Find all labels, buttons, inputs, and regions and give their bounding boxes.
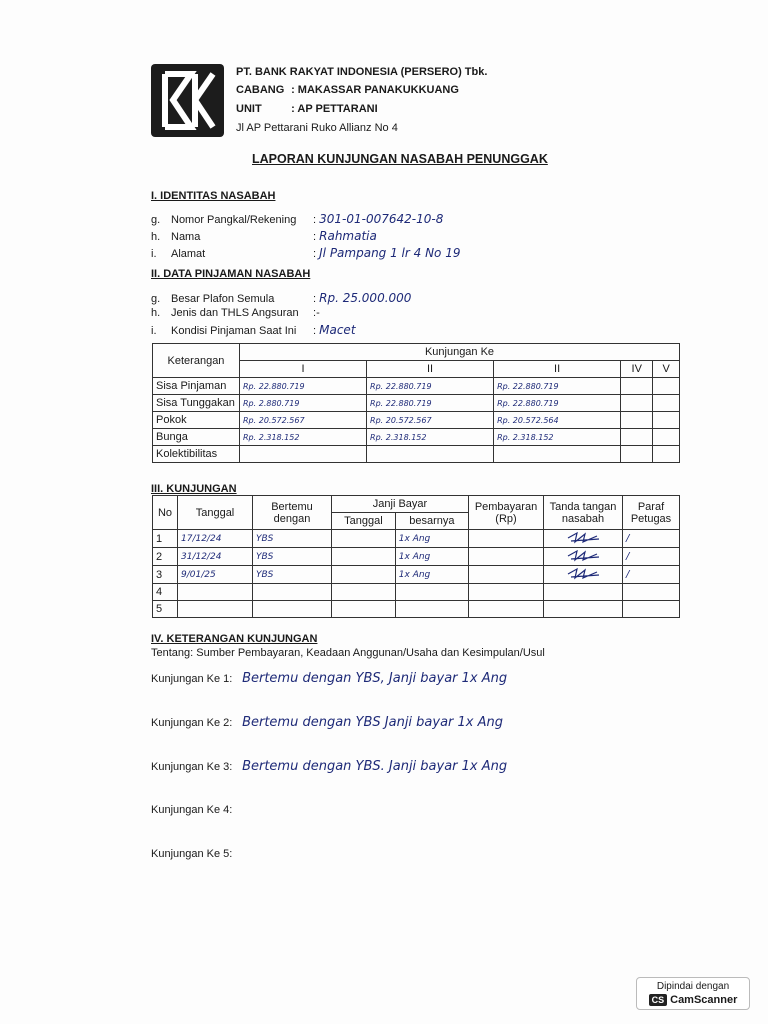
visit-col: II <box>494 361 621 378</box>
signature-cell <box>544 566 623 584</box>
visit-label: Kunjungan Ke 2: <box>151 717 233 729</box>
row-letter: i. <box>151 325 157 337</box>
visit-col: II <box>367 361 494 378</box>
table-cell <box>653 429 680 446</box>
table-cell <box>621 412 653 429</box>
page-title: LAPORAN KUNJUNGAN NASABAH PENUNGGAK <box>252 152 548 166</box>
table-row <box>153 530 680 548</box>
table-row <box>153 548 680 566</box>
row-label: Besar Plafon Semula <box>171 293 275 305</box>
handwritten-value: Macet <box>319 323 356 337</box>
row-bertemu <box>253 584 332 601</box>
table-row <box>153 566 680 584</box>
bri-logo <box>151 64 224 137</box>
row-besar: 1x Ang <box>395 548 468 566</box>
table-row <box>153 446 680 463</box>
visit-note <box>151 759 507 774</box>
table-cell <box>494 446 621 463</box>
row-label: Pokok <box>153 412 240 429</box>
signature-cell <box>544 530 623 548</box>
row-janji-tanggal <box>332 548 396 566</box>
row-bayar <box>469 601 544 618</box>
row-label: Kolektibilitas <box>153 446 240 463</box>
table-row <box>153 584 680 601</box>
signature-cell <box>544 548 623 566</box>
row-value: - <box>316 307 320 319</box>
kunjungan-table <box>152 495 680 618</box>
table-cell: Rp. 2.880.719 <box>240 395 367 412</box>
table-cell: Rp. 22.880.719 <box>367 378 494 395</box>
row-besar <box>395 584 468 601</box>
row-paraf <box>623 584 680 601</box>
col-janji: Janji Bayar <box>332 496 469 513</box>
row-bayar <box>469 584 544 601</box>
pinjaman-row: h. Jenis dan THLS Angsuran :- <box>151 307 320 319</box>
row-tanggal: 17/12/24 <box>178 530 253 548</box>
visit-col: IV <box>621 361 653 378</box>
row-label: Alamat <box>171 248 206 260</box>
camscanner-icon: CS <box>649 994 668 1006</box>
col-paraf: Paraf Petugas <box>623 496 680 530</box>
col-janji-tanggal: Tanggal <box>332 513 396 530</box>
identitas-row: h. Nama : Rahmatia <box>151 229 377 243</box>
bri-logo-mark <box>151 64 224 137</box>
table-cell <box>621 429 653 446</box>
row-bertemu <box>253 601 332 618</box>
row-besar: 1x Ang <box>395 566 468 584</box>
table-cell: Rp. 22.880.719 <box>367 395 494 412</box>
identitas-heading: I. IDENTITAS NASABAH <box>151 190 276 202</box>
row-label: Sisa Pinjaman <box>153 378 240 395</box>
pinjaman-row: i. Kondisi Pinjaman Saat Ini : Macet <box>151 323 356 337</box>
table-row <box>153 601 680 618</box>
visit-col: I <box>240 361 367 378</box>
row-besar: 1x Ang <box>395 530 468 548</box>
row-label: Nama <box>171 231 201 243</box>
identitas-row: i. Alamat : Jl Pampang 1 lr 4 No 19 <box>151 246 461 260</box>
visit-label: Kunjungan Ke 5: <box>151 848 233 860</box>
signature-scribble <box>563 548 603 562</box>
camscanner-badge <box>636 977 750 1010</box>
row-label: Nomor Pangkal/Rekening <box>171 214 297 226</box>
table-row <box>153 395 680 412</box>
visit-col: V <box>653 361 680 378</box>
row-besar <box>395 601 468 618</box>
row-label: Jenis dan THLS Angsuran <box>171 307 299 319</box>
table-cell <box>653 378 680 395</box>
row-paraf <box>623 601 680 618</box>
row-no: 5 <box>153 601 178 618</box>
visit-label: Kunjungan Ke 4: <box>151 804 233 816</box>
kunjungan-heading: III. KUNJUNGAN <box>151 483 237 495</box>
identitas-row: g. Nomor Pangkal/Rekening : 301-01-007642-10-8 <box>151 212 444 226</box>
cabang-key: CABANG <box>236 84 285 96</box>
bank-name: PT. BANK RAKYAT INDONESIA (PERSERO) Tbk. <box>236 66 488 78</box>
row-janji-tanggal <box>332 530 396 548</box>
handwritten-note: Bertemu dengan YBS, Janji bayar 1x Ang <box>242 671 508 686</box>
table-cell: Rp. 22.880.719 <box>494 395 621 412</box>
row-no: 4 <box>153 584 178 601</box>
table-cell: Rp. 20.572.567 <box>240 412 367 429</box>
row-letter: i. <box>151 248 157 260</box>
table-cell: Rp. 22.880.719 <box>494 378 621 395</box>
row-bertemu: YBS <box>253 548 332 566</box>
row-bertemu: YBS <box>253 566 332 584</box>
pinjaman-row: g. Besar Plafon Semula : Rp. 25.000.000 <box>151 291 412 305</box>
col-tanggal: Tanggal <box>178 496 253 530</box>
row-label: Kondisi Pinjaman Saat Ini <box>171 325 297 337</box>
unit-line <box>236 103 378 115</box>
visit-note <box>151 715 503 730</box>
table-cell: Rp. 2.318.152 <box>367 429 494 446</box>
table-cell <box>621 446 653 463</box>
pinjaman-table <box>152 343 680 463</box>
visit-note <box>151 803 239 816</box>
camscanner-brand <box>641 994 745 1006</box>
col-janji-besar: besarnya <box>395 513 468 530</box>
row-no: 1 <box>153 530 178 548</box>
table-cell <box>621 378 653 395</box>
row-ttd <box>544 584 623 601</box>
cabang-value: : MAKASSAR PANAKUKKUANG <box>291 84 459 96</box>
row-letter: g. <box>151 214 161 226</box>
row-ttd <box>544 601 623 618</box>
col-ttd: Tanda tangan nasabah <box>544 496 623 530</box>
table-cell: Rp. 22.880.719 <box>240 378 367 395</box>
row-no: 2 <box>153 548 178 566</box>
col-keterangan: Keterangan <box>153 344 240 378</box>
visit-label: Kunjungan Ke 1: <box>151 673 233 685</box>
table-row <box>153 412 680 429</box>
keterangan-subtitle: Tentang: Sumber Pembayaran, Keadaan Anggunan/Usaha dan Kesimpulan/Usul <box>151 647 545 659</box>
row-janji-tanggal <box>332 584 396 601</box>
col-bertemu: Bertemu dengan <box>253 496 332 530</box>
row-label: Bunga <box>153 429 240 446</box>
table-row <box>153 429 680 446</box>
row-tanggal <box>178 601 253 618</box>
row-bayar <box>469 530 544 548</box>
row-paraf: / <box>623 566 680 584</box>
row-letter: g. <box>151 293 161 305</box>
table-cell <box>367 446 494 463</box>
table-cell <box>240 446 367 463</box>
row-bayar <box>469 548 544 566</box>
col-kunjungan: Kunjungan Ke <box>240 344 680 361</box>
row-janji-tanggal <box>332 601 396 618</box>
handwritten-value: Rahmatia <box>319 229 377 243</box>
row-tanggal <box>178 584 253 601</box>
unit-key: UNIT <box>236 103 262 115</box>
row-tanggal: 31/12/24 <box>178 548 253 566</box>
row-bayar <box>469 566 544 584</box>
row-label: Sisa Tunggakan <box>153 395 240 412</box>
scanned-label: Dipindai dengan <box>656 981 730 992</box>
handwritten-note: Bertemu dengan YBS. Janji bayar 1x Ang <box>242 759 508 774</box>
table-row <box>153 378 680 395</box>
row-letter: h. <box>151 231 161 243</box>
row-bertemu: YBS <box>253 530 332 548</box>
row-paraf: / <box>623 548 680 566</box>
visit-note <box>151 671 507 686</box>
pinjaman-heading: II. DATA PINJAMAN NASABAH <box>151 268 311 280</box>
col-no: No <box>153 496 178 530</box>
col-pembayaran: Pembayaran (Rp) <box>469 496 544 530</box>
visit-note <box>151 847 239 860</box>
row-letter: h. <box>151 307 161 319</box>
table-cell: Rp. 2.318.152 <box>494 429 621 446</box>
table-cell <box>653 446 680 463</box>
handwritten-note: Bertemu dengan YBS Janji bayar 1x Ang <box>242 715 504 730</box>
keterangan-heading: IV. KETERANGAN KUNJUNGAN <box>151 633 318 645</box>
table-cell: Rp. 20.572.567 <box>367 412 494 429</box>
table-cell: Rp. 20.572.564 <box>494 412 621 429</box>
handwritten-value: Jl Pampang 1 lr 4 No 19 <box>319 246 461 260</box>
table-cell: Rp. 2.318.152 <box>240 429 367 446</box>
row-janji-tanggal <box>332 566 396 584</box>
handwritten-value: 301-01-007642-10-8 <box>319 212 444 226</box>
signature-scribble <box>563 530 603 544</box>
table-cell <box>653 412 680 429</box>
table-cell <box>653 395 680 412</box>
cabang-line <box>236 84 459 96</box>
row-no: 3 <box>153 566 178 584</box>
unit-value: : AP PETTARANI <box>291 103 378 115</box>
visit-label: Kunjungan Ke 3: <box>151 761 233 773</box>
signature-scribble <box>563 566 603 580</box>
camscanner-name: CamScanner <box>670 994 738 1006</box>
row-tanggal: 9/01/25 <box>178 566 253 584</box>
handwritten-value: Rp. 25.000.000 <box>319 291 412 305</box>
branch-address: Jl AP Pettarani Ruko Allianz No 4 <box>236 122 398 134</box>
row-paraf: / <box>623 530 680 548</box>
table-cell <box>621 395 653 412</box>
